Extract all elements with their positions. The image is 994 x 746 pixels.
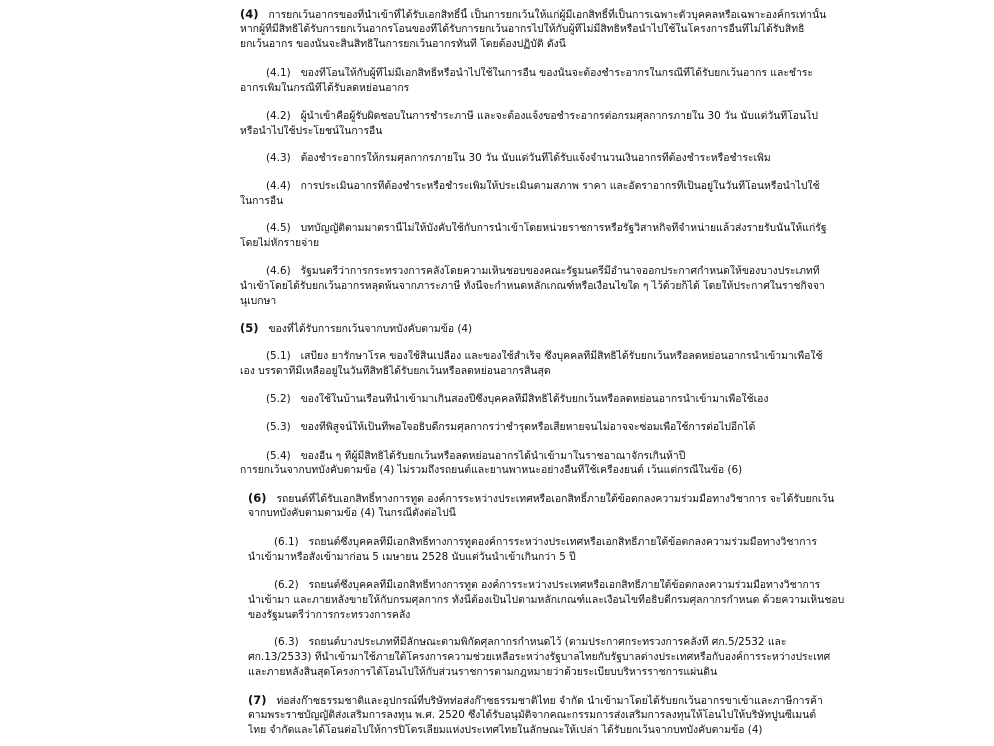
item-5-1-line-1: (5.1) เสบียง ยารักษาโรค ของใช้สิ้นเปลือง และของใช้สำเร็จ ซึ่งบุคคลที่มีสิทธิได้รับยกเว้นหรือลดหย่อนอากรนำเข้ามาเพื่อใช้ [266, 350, 823, 362]
item-6-1-line-1: (6.1) รถยนต์ซึ่งบุคคลที่มีเอกสิทธิ์ทางการทูตองค์การระหว่างประเทศหรือเอกสิทธิ์ภายใต้ข้อตกลงความร่วมมือทางวิชาการ [274, 536, 817, 548]
item-4-6-line-3: นุเบกษา [240, 295, 277, 307]
item-4-1-line-1: (4.1) ของที่โอนให้กับผู้ที่ไม่มีเอกสิทธิ์หรือนำไปใช้ในการอื่น ของนั้นจะต้องชำระอากรในกรณีที่ได้รับยกเว้นอากร และชำระ [266, 67, 813, 79]
section-5-text: ของที่ได้รับการยกเว้นจากบทบังคับตามข้อ (4) [268, 323, 473, 335]
item-5-3-line-1: (5.3) ของที่พิสูจน์ให้เป็นที่พอใจอธิบดีกรมศุลกากรว่าชำรุดหรือเสียหายจนไม่อาจจะซ่อมเพื่อใช้การต่อไปอีกได้ [266, 421, 756, 433]
section-4-line-3: ยกเว้นอากร ของนั้นจะสิ้นสิทธิในการยกเว้นอากรทันที โดยต้องปฏิบัติ ดังนี้ [240, 38, 566, 50]
item-6-3-line-3: และภายหลังสิ้นสุดโครงการได้โอนไปให้กับส่วนราชการตามกฎหมายว่าด้วยระเบียบบริหารราชการแผ่นดิน [248, 666, 718, 678]
section-7-line-3: ไทย จำกัดและได้โอนต่อไปให้การปิโตรเลียมแห่งประเทศไทยในลักษณะให้เปล่า ได้รับยกเว้นจากบทบังคับตามข้อ (4) [248, 724, 763, 736]
item-6-2-number: (6.2) [274, 579, 299, 591]
section-7-line-1 [248, 694, 823, 708]
section-4-line-2: หากผู้ที่มีสิทธิได้รับการยกเว้นอากรโอนของที่ได้รับการยกเว้นอากรไปให้กับผู้ที่ไม่มีสิทธิหรือนำไปใช้ในโครงการอื่นที่ไม่ได้รับสิทธิ [240, 23, 805, 35]
item-5-1-line-2: เอง บรรดาที่มีเหลืออยู่ในวันที่สิทธิได้รับยกเว้นหรือลดหย่อนอากรสิ้นสุด [240, 365, 551, 377]
item-6-1-line-2: นำเข้ามาหรือสั่งเข้ามาก่อน 5 เมษายน 2528 นับแต่วันนำเข้าเกินกว่า 5 ปี [248, 551, 576, 563]
item-6-2-line-2: นำเข้ามา และภายหลังขายให้กับกรมศุลกากร ทั้งนี้ต้องเป็นไปตามหลักเกณฑ์และเงื่อนไขที่อธิบดีกรมศุลกากรกำหนด ด้วยความเห็นชอบ [248, 594, 845, 606]
section-4-text: การยกเว้นอากรของที่นำเข้าที่ได้รับเอกสิทธิ์นี้ เป็นการยกเว้นให้แก่ผู้มีเอกสิทธิ์ที่เป็นการเฉพาะตัวบุคคลหรือเฉพาะองค์กรเท่านั้น [268, 9, 827, 21]
section-6-line-2: จากบทบังคับตามตามข้อ (4) ในกรณีดังต่อไปนี้ [248, 507, 456, 519]
item-4-4-number: (4.4) [266, 180, 291, 192]
item-4-6-line-2: นำเข้าโดยได้รับยกเว้นอากรหลุดพ้นจากภาระภาษี ทั้งนี้จะกำหนดหลักเกณฑ์หรือเงื่อนไขใด ๆ ไว้ด้วยก็ได้ โดยให้ประกาศในราชกิจจา [240, 280, 825, 292]
section-4-number: (4) [240, 8, 259, 21]
item-4-5-line-2: โดยไม่หักรายจ่าย [240, 237, 320, 249]
item-4-2-line-1: (4.2) ผู้นำเข้าคือผู้รับผิดชอบในการชำระภาษี และจะต้องแจ้งขอชำระอากรต่อกรมศุลกากรภายใน 30 วัน นับแต่วันที่โอนไป [266, 110, 818, 122]
item-5-4-line-2: การยกเว้นจากบทบังคับตามข้อ (4) ไม่รวมถึงรถยนต์และยานพาหนะอย่างอื่นที่ใช้เครื่องยนต์ เว้นแต่กรณีในข้อ (6) [240, 464, 743, 476]
item-5-2-number: (5.2) [266, 393, 291, 405]
item-4-3-number: (4.3) [266, 152, 291, 164]
section-5-line-1 [240, 322, 472, 336]
item-4-4-line-2: ในการอื่น [240, 195, 284, 207]
section-7-text: ท่อส่งก๊าซธรรมชาติและอุปกรณ์ที่บริษัทท่อส่งก๊าซธรรมชาติไทย จำกัด นำเข้ามาโดยได้รับยกเว้นอากรขาเข้าและภาษีการค้า [276, 695, 823, 707]
item-6-2-line-3: ของรัฐมนตรีว่าการกระทรวงการคลัง [248, 609, 411, 621]
item-4-4-line-1: (4.4) การประเมินอากรที่ต้องชำระหรือชำระเพิ่มให้ประเมินตามสภาพ ราคา และอัตราอากรที่เป็นอยู่ในวันที่โอนหรือนำไปใช้ [266, 180, 820, 192]
item-4-5-line-1: (4.5) บทบัญญัติตามมาตรานี้ไม่ให้บังคับใช้กับการนำเข้าโดยหน่วยราชการหรือรัฐวิสาหกิจที่จำหน่ายแล้วส่งรายรับนั้นให้แก่รัฐ [266, 222, 827, 234]
item-6-3-line-1: (6.3) รถยนต์บางประเภทที่มีลักษณะตามพิกัดศุลกากรกำหนดไว้ (ตามประกาศกระทรวงการคลังที่ ศก.5/2532 และ [274, 636, 787, 648]
item-4-1-number: (4.1) [266, 67, 291, 79]
item-5-4-number: (5.4) [266, 450, 291, 462]
item-5-2-line-1: (5.2) ของใช้ในบ้านเรือนที่นำเข้ามาเกินสองปีซึ่งบุคคลที่มีสิทธิได้รับยกเว้นหรือลดหย่อนอากรนำเข้ามาเพื่อใช้เอง [266, 393, 769, 405]
item-4-3-line-1: (4.3) ต้องชำระอากรให้กรมศุลกากรภายใน 30 วัน นับแต่วันที่ได้รับแจ้งจำนวนเงินอากรที่ต้องชำระหรือชำระเพิ่ม [266, 152, 771, 164]
section-7-number: (7) [248, 694, 267, 707]
item-5-3-number: (5.3) [266, 421, 291, 433]
item-4-2-number: (4.2) [266, 110, 291, 122]
item-4-1-line-2: อากรเพิ่มในกรณีที่ได้รับลดหย่อนอากร [240, 82, 410, 94]
item-6-2-line-1: (6.2) รถยนต์ซึ่งบุคคลที่มีเอกสิทธิ์ทางการทูต องค์การระหว่างประเทศหรือเอกสิทธิ์ภายใต้ข้อตกลงความร่วมมือทางวิชาการ [274, 579, 821, 591]
item-5-1-number: (5.1) [266, 350, 291, 362]
item-4-5-number: (4.5) [266, 222, 291, 234]
item-6-1-number: (6.1) [274, 536, 299, 548]
section-4-line-1 [240, 8, 826, 22]
item-4-6-number: (4.6) [266, 265, 291, 277]
item-6-3-number: (6.3) [274, 636, 299, 648]
section-6-text: รถยนต์ที่ได้รับเอกสิทธิ์ทางการทูต องค์การระหว่างประเทศหรือเอกสิทธิ์ภายใต้ข้อตกลงความร่วมมือทางวิชาการ จะได้รับยกเว้น [276, 493, 835, 505]
section-7-line-2: ตามพระราชบัญญัติส่งเสริมการลงทุน พ.ศ. 2520 ซึ่งได้รับอนุมัติจากคณะกรรมการส่งเสริมการลงทุนให้โอนไปให้บริษัทปูนซีเมนต์ [248, 709, 817, 721]
item-6-3-line-2: ศก.13/2533) ที่นำเข้ามาใช้ภายใต้โครงการความช่วยเหลือระหว่างรัฐบาลไทยกับรัฐบาลต่างประเทศหรือกับองค์การระหว่างประเทศ [248, 651, 831, 663]
section-6-number: (6) [248, 492, 267, 505]
item-4-6-line-1: (4.6) รัฐมนตรีว่าการกระทรวงการคลังโดยความเห็นชอบของคณะรัฐมนตรีมีอำนาจออกประกาศกำหนดให้ของบางประเภทที่ [266, 265, 820, 277]
item-5-4-line-1: (5.4) ของอื่น ๆ ที่ผู้มีสิทธิได้รับยกเว้นหรือลดหย่อนอากรได้นำเข้ามาในราชอาณาจักรเกินห้าปี [266, 450, 686, 462]
section-6-line-1 [248, 492, 834, 506]
section-5-number: (5) [240, 322, 259, 335]
item-4-2-line-2: หรือนำไปใช้ประโยชน์ในการอื่น [240, 125, 383, 137]
